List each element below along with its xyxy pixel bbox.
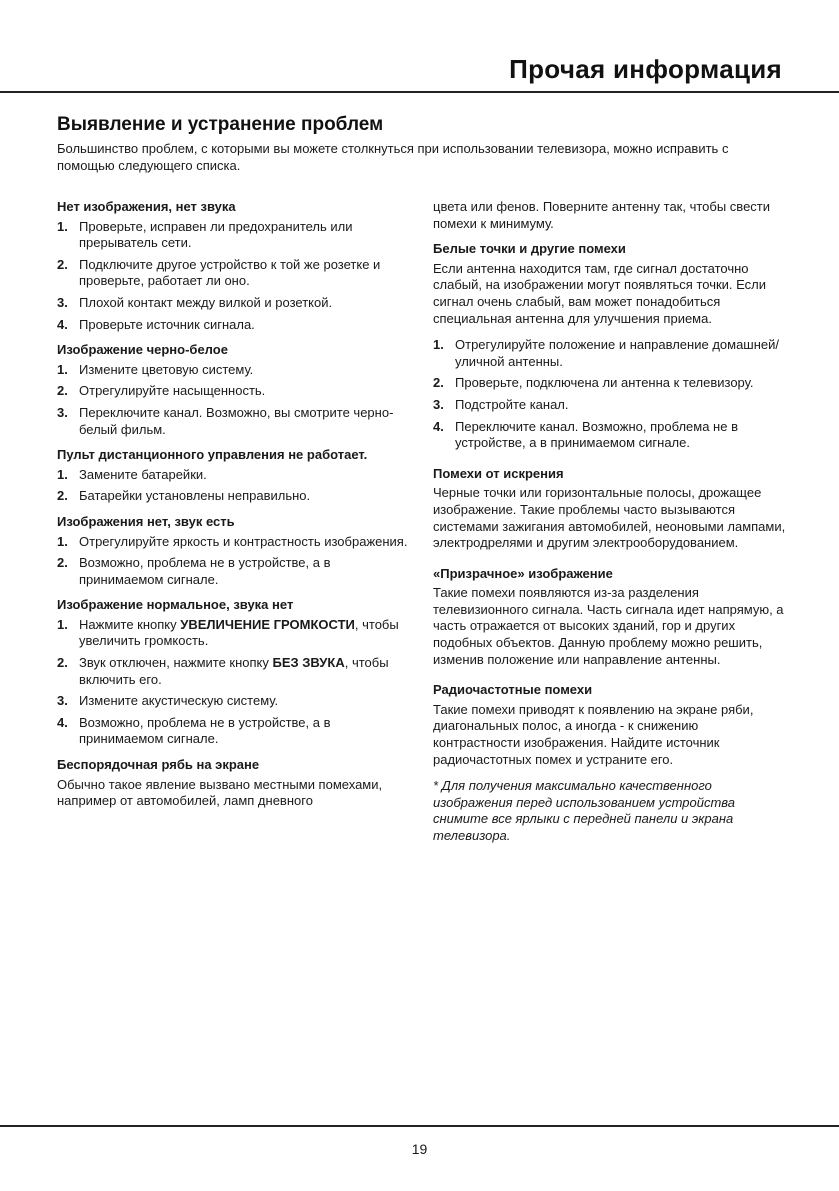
intro-text: Большинство проблем, с которыми вы можете столкнуться при использовании телевизора, можно исправить с помощью следующего списка. [57, 141, 729, 173]
item-text: , чтобы увеличить громкость. [79, 616, 399, 649]
section-title-rf-interference: Радиочастотные помехи [433, 682, 593, 698]
list-item [57, 693, 412, 710]
list-remote-not-working [57, 467, 412, 505]
section-title-ghost-image: «Призрачное» изображение [433, 565, 613, 581]
paragraph-rf-interference: Такие помехи приводят к появлению на экране ряби, диагональных полос, а иногда - к снижению контрастности изображения. Найдите источник радиочастотных помех и устраните его. [433, 701, 754, 767]
paragraph-continued: цвета или фенов. Поверните антенну так, чтобы свести помехи к минимуму. [433, 199, 771, 231]
list-picture-ok-no-sound [57, 617, 412, 748]
list-item [57, 383, 412, 400]
item-text: Нажмите кнопку [79, 616, 181, 632]
paragraph-ghost-image: Такие помехи появляются из-за разделения телевизионного сигнала. Часть сигнала идет напрямую, а часть отражается от высоких зданий, гор и других подобных объектов. Данную проблему можно решить, изменив положение или направление антенны. [433, 585, 784, 667]
paragraph-spark-interference: Черные точки или горизонтальные полосы, дрожащее изображение. Такие проблемы часто вызываются системами зажигания автомобилей, неоновыми лампами, электродрелями и другим электрооборудованием. [433, 485, 786, 551]
list-item [57, 317, 412, 334]
footer-divider [0, 1125, 839, 1127]
item-text: Отрегулируйте положение и направление домашней/уличной антенны. [455, 337, 780, 369]
item-number: 4. [57, 316, 68, 332]
list-item [57, 295, 412, 312]
list-item [433, 419, 788, 452]
section-title-white-dots: Белые точки и другие помехи [433, 241, 626, 257]
left-column [57, 199, 412, 815]
list-item [57, 467, 412, 484]
section-title-spark-interference: Помехи от искрения [433, 465, 564, 481]
list-item [433, 397, 788, 414]
list-white-dots [433, 337, 788, 452]
item-number: 1. [57, 533, 68, 549]
item-text: Переключите канал. Возможно, проблема не в устройстве, а в принимаемом сигнале. [455, 418, 738, 451]
item-text: Отрегулируйте насыщенность. [79, 383, 266, 399]
item-number: 3. [57, 404, 68, 420]
page-header-title: Прочая информация [509, 54, 782, 84]
item-number: 4. [57, 714, 68, 730]
list-item [433, 337, 788, 370]
item-text: Измените цветовую систему. [79, 361, 254, 377]
item-text: Проверьте, подключена ли антенна к телевизору. [455, 375, 754, 391]
section-title-no-picture-sound-ok: Изображения нет, звук есть [57, 513, 235, 529]
item-text: Проверьте источник сигнала. [79, 316, 255, 332]
item-number: 2. [57, 655, 68, 671]
item-number: 3. [57, 693, 68, 709]
item-text: Измените акустическую систему. [79, 693, 279, 709]
item-number: 1. [57, 218, 68, 234]
item-number: 2. [57, 256, 68, 272]
item-text: Батарейки установлены неправильно. [79, 488, 311, 504]
page-heading: Выявление и устранение проблем [57, 114, 384, 135]
item-text: Подстройте канал. [455, 396, 569, 412]
item-text: Проверьте, исправен ли предохранитель или прерыватель сети. [79, 218, 353, 251]
right-column [433, 199, 788, 850]
list-item [57, 257, 412, 290]
item-number: 2. [433, 375, 444, 391]
section-title-random-ripple: Беспорядочная рябь на экране [57, 757, 260, 773]
item-text: Звук отключен, нажмите кнопку [79, 655, 273, 671]
volume-up-button-name: УВЕЛИЧЕНИЕ ГРОМКОСТИ [180, 616, 355, 632]
item-number: 3. [57, 294, 68, 310]
item-number: 2. [57, 488, 68, 504]
item-number: 1. [57, 616, 68, 632]
list-item [57, 488, 412, 505]
item-number: 1. [57, 466, 68, 482]
list-item [57, 715, 412, 748]
item-number: 4. [433, 418, 444, 434]
item-number: 2. [57, 383, 68, 399]
item-number: 2. [57, 555, 68, 571]
item-text: Подключите другое устройство к той же розетке и проверьте, работает ли оно. [79, 256, 381, 289]
quality-note: * Для получения максимально качественного изображения перед использованием устройства снимите все ярлыки с передней панели и экрана телевизора. [433, 778, 736, 843]
list-item [57, 617, 412, 650]
item-text: Замените батарейки. [79, 466, 207, 482]
item-text: Отрегулируйте яркость и контрастность изображения. [79, 533, 408, 549]
page-number: 19 [411, 1141, 428, 1157]
item-number: 1. [57, 361, 68, 377]
item-text: Плохой контакт между вилкой и розеткой. [79, 294, 333, 310]
section-title-black-white: Изображение черно-белое [57, 342, 228, 358]
item-text: , чтобы включить его. [79, 655, 389, 687]
list-item [433, 375, 788, 392]
list-no-picture-sound-ok [57, 534, 412, 589]
item-number: 1. [433, 337, 444, 353]
section-title-picture-ok-no-sound: Изображение нормальное, звука нет [57, 597, 294, 613]
list-item [57, 534, 412, 551]
list-no-picture-no-sound [57, 219, 412, 334]
section-title-remote-not-working: Пульт дистанционного управления не работает. [57, 447, 368, 463]
section-title-no-picture-no-sound: Нет изображения, нет звука [57, 199, 236, 214]
list-item [57, 219, 412, 252]
item-text: Возможно, проблема не в устройстве, а в принимаемом сигнале. [79, 555, 331, 587]
paragraph-random-ripple: Обычно такое явление вызвано местными помехами, например от автомобилей, ламп дневного [57, 776, 383, 809]
list-item [57, 362, 412, 379]
list-item [57, 405, 412, 438]
item-text: Возможно, проблема не в устройстве, а в принимаемом сигнале. [79, 714, 331, 747]
item-text: Переключите канал. Возможно, вы смотрите черно-белый фильм. [79, 404, 394, 437]
header-divider [0, 91, 839, 93]
paragraph-white-dots: Если антенна находится там, где сигнал достаточно слабый, на изображении могут появляться точки. Если сигнал очень слабый, вам может понадобиться специальная антенна для улучшения приема. [433, 260, 767, 326]
list-item [57, 655, 412, 688]
mute-button-name: БЕЗ ЗВУКА [272, 655, 345, 671]
list-black-white [57, 362, 412, 438]
list-item [57, 555, 412, 588]
item-number: 3. [433, 396, 444, 412]
